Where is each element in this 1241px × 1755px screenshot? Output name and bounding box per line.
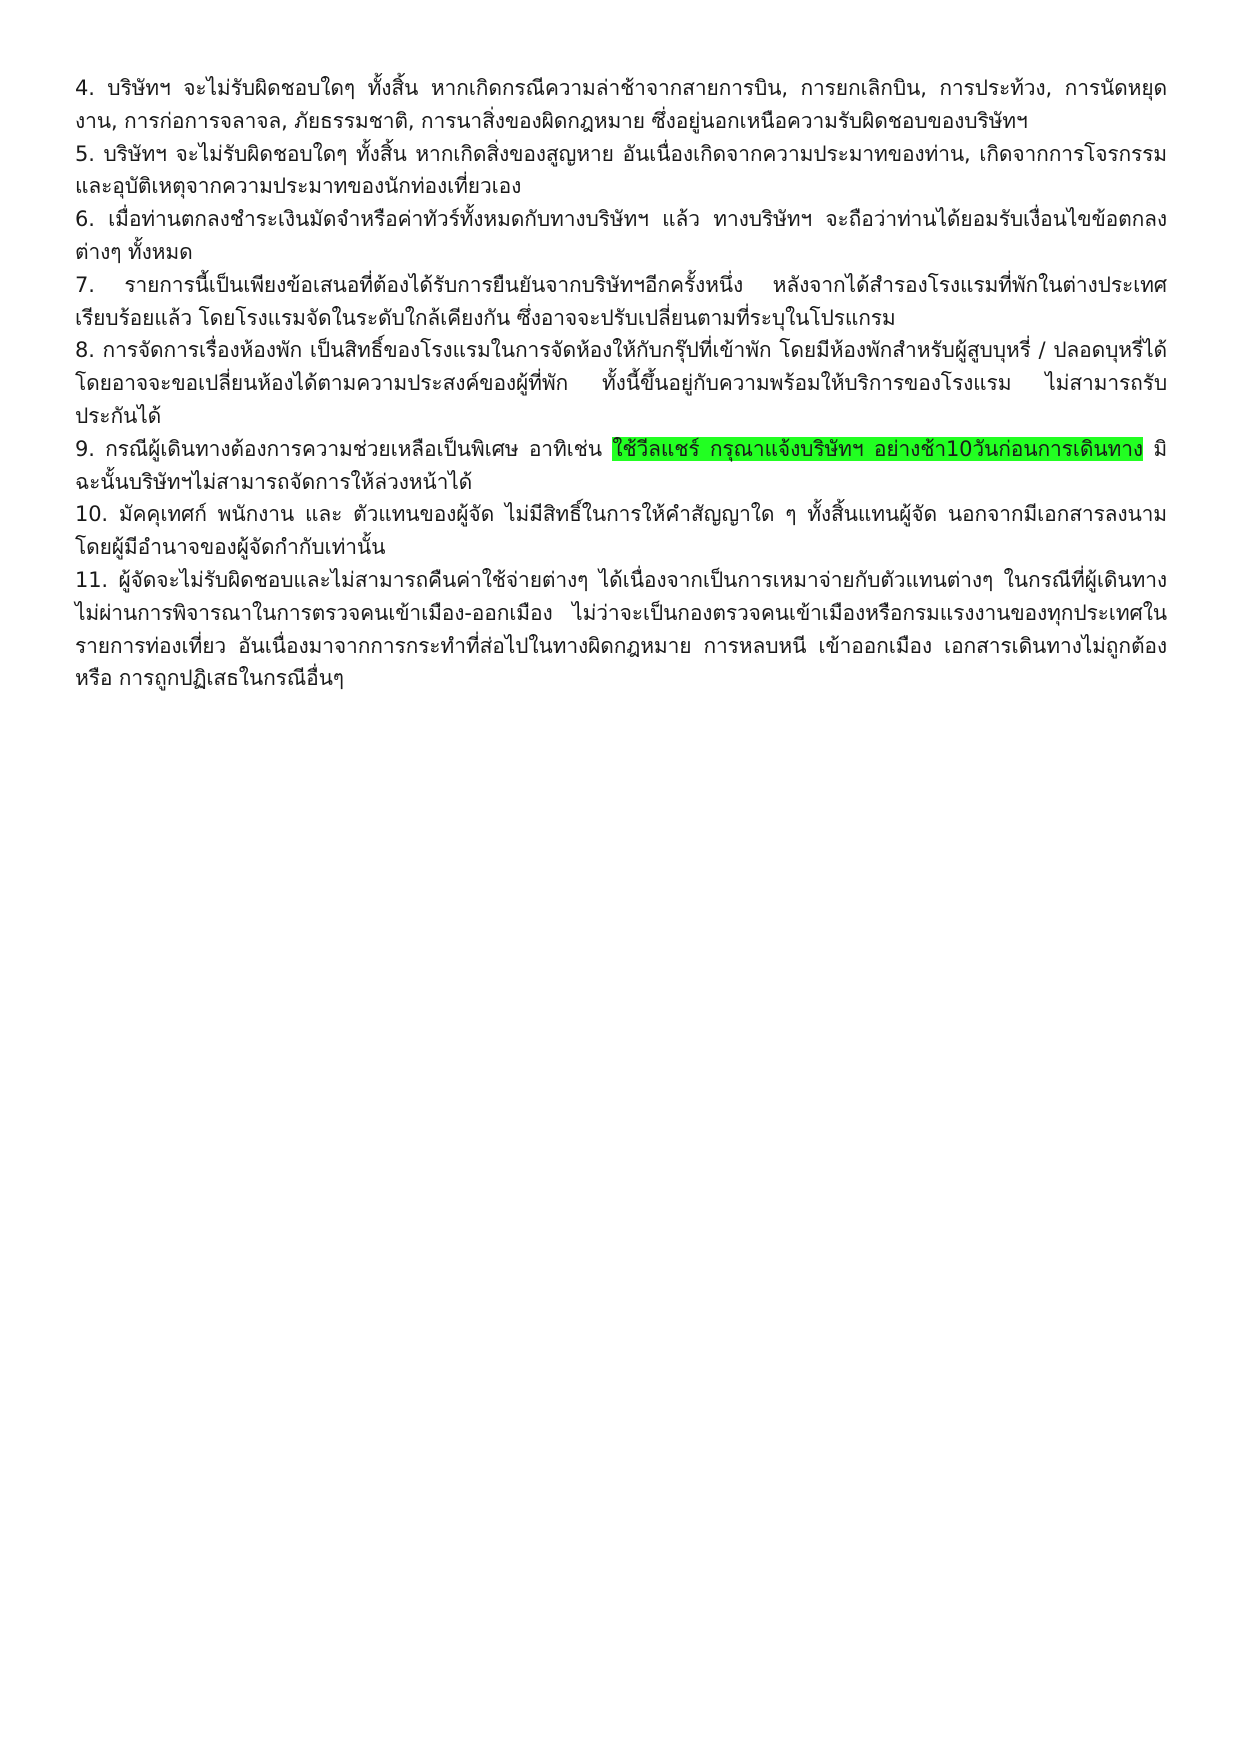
term-10: 10. มัคคุเทศก์ พนักงาน และ ตัวแทนของผู้จัด ไม่มีสิทธิ์ในการให้คำสัญญาใด ๆ ทั้งสิ้นแทนผู้จัด นอกจากมีเอกสารลงนามโดยผู้มีอำนาจของผู้จัดกำกับเท่านั้น: [75, 502, 1167, 560]
term-4: 4. บริษัทฯ จะไม่รับผิดชอบใดๆ ทั้งสิ้น หากเกิดกรณีความล่าช้าจากสายการบิน, การยกเลิกบิน, การประท้วง, การนัดหยุดงาน, การก่อการจลาจล, ภัยธรรมชาติ, การนาสิ่งของผิดกฎหมาย ซึ่งอยู่นอกเหนือความรับผิดชอบของบริษัทฯ: [75, 76, 1167, 133]
term-9-text-before: 9. กรณีผู้เดินทางต้องการความช่วยเหลือเป็นพิเศษ อาทิเช่น: [75, 436, 613, 461]
term-6: 6. เมื่อท่านตกลงชำระเงินมัดจำหรือค่าทัวร์ทั้งหมดกับทางบริษัทฯ แล้ว ทางบริษัทฯ จะถือว่าท่านได้ยอมรับเงื่อนไขข้อตกลงต่างๆ ทั้งหมด: [75, 207, 1167, 264]
term-9: [75, 433, 1167, 499]
term-7: 7. รายการนี้เป็นเพียงข้อเสนอที่ต้องได้รับการยืนยันจากบริษัทฯอีกครั้งหนึ่ง หลังจากได้สำรองโรงแรมที่พักในต่างประเทศเรียบร้อยแล้ว โดยโรงแรมจัดในระดับใกล้เคียงกัน ซึ่งอาจจะปรับเปลี่ยนตามที่ระบุในโปรแกรม: [75, 272, 1167, 330]
term-9-text-after: มิฉะนั้นบริษัทฯไม่สามารถจัดการให้ล่วงหน้าได้: [75, 436, 1168, 494]
term-8: 8. การจัดการเรื่องห้องพัก เป็นสิทธิ์ของโรงแรมในการจัดห้องให้กับกรุ๊ปที่เข้าพัก โดยมีห้องพักสำหรับผู้สูบบุหรี่ / ปลอดบุหรี่ได้ โดยอาจจะขอเปลี่ยนห้องได้ตามความประสงค์ของผู้ที่พัก ทั้งนี้ขึ้นอยู่กับความพร้อมให้บริการของโรงแรม ไม่สามารถรับประกันได้: [75, 338, 1167, 428]
term-5: 5. บริษัทฯ จะไม่รับผิดชอบใดๆ ทั้งสิ้น หากเกิดสิ่งของสูญหาย อันเนื่องเกิดจากความประมาทของท่าน, เกิดจากการโจรกรรม และอุบัติเหตุจากความประมาทของนักท่องเที่ยวเอง: [75, 141, 1167, 199]
terms-document: [75, 72, 1167, 695]
term-11: 11. ผู้จัดจะไม่รับผิดชอบและไม่สามารถคืนค่าใช้จ่ายต่างๆ ได้เนื่องจากเป็นการเหมาจ่ายกับตัวแทนต่างๆ ในกรณีที่ผู้เดินทางไม่ผ่านการพิจารณาในการตรวจคนเข้าเมือง-ออกเมือง ไม่ว่าจะเป็นกองตรวจคนเข้าเมืองหรือกรมแรงงานของทุกประเทศในรายการท่องเที่ยว อันเนื่องมาจากการกระทำที่ส่อไปในทางผิดกฎหมาย การหลบหนี เข้าออกเมือง เอกสารเดินทางไม่ถูกต้อง หรือ การถูกปฏิเสธในกรณีอื่นๆ: [75, 567, 1167, 691]
term-9-highlight: ใช้วีลแชร์ กรุณาแจ้งบริษัทฯ อย่างช้า10วันก่อนการเดินทาง: [612, 436, 1143, 461]
